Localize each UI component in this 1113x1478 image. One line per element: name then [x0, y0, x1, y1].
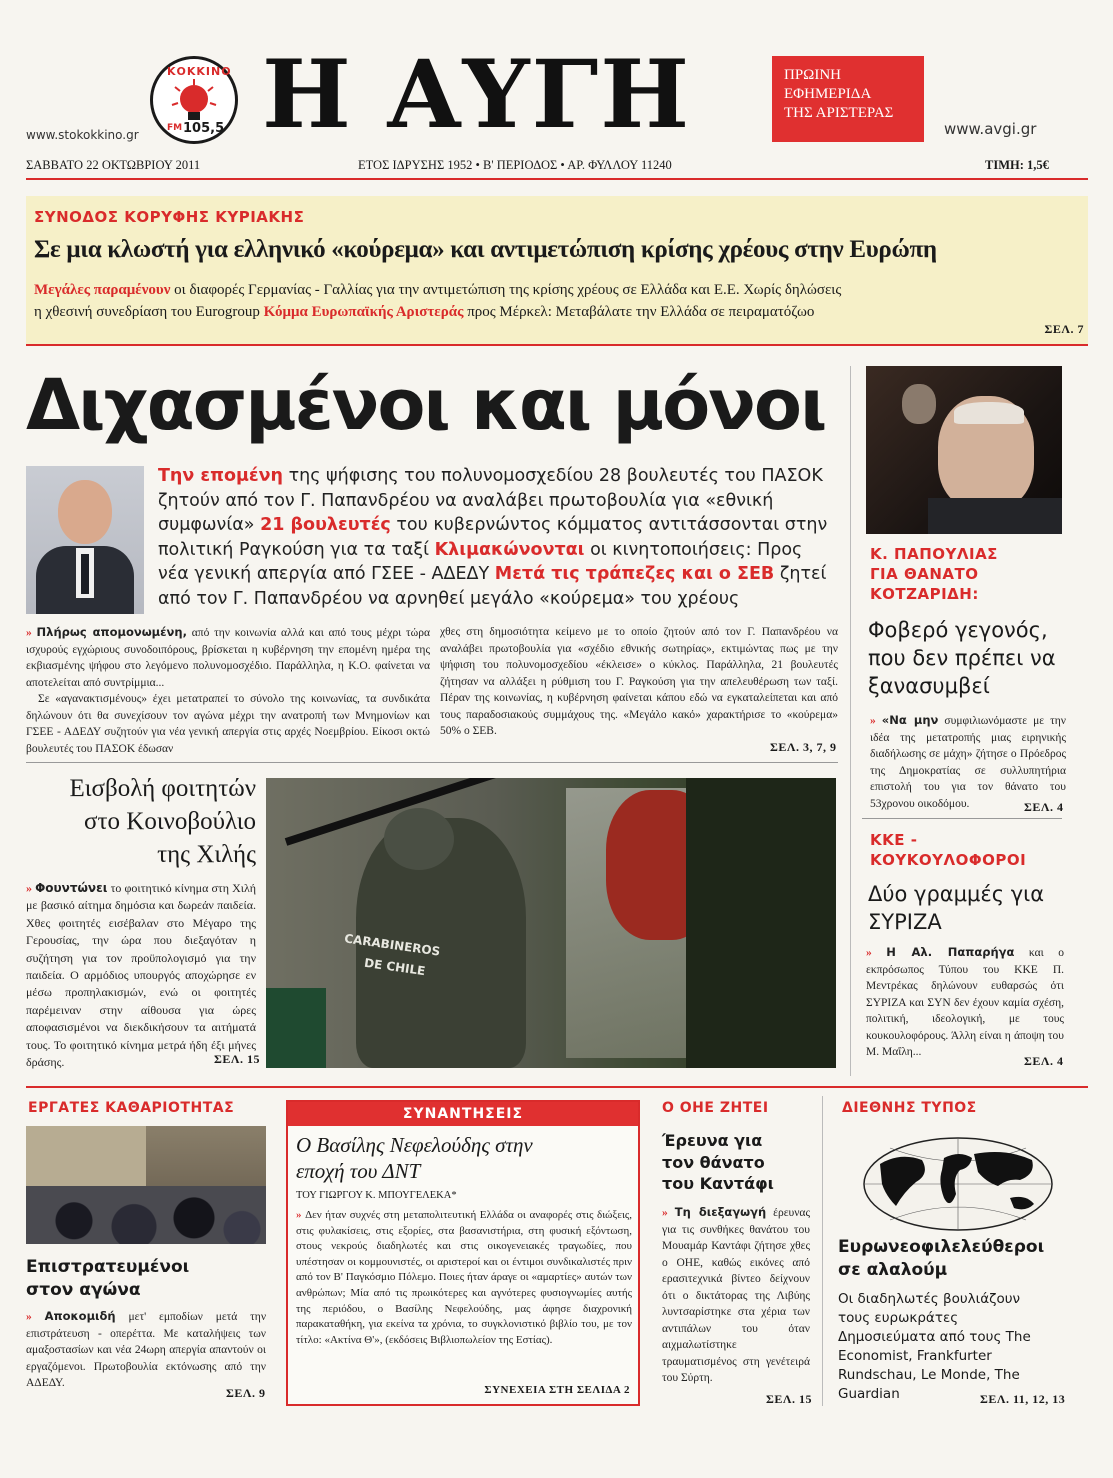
photo-caption-text: CARABINEROS — [343, 931, 442, 959]
cleaners-photo — [26, 1126, 266, 1244]
body-text: χθες στη δημοσιότητα κείμενο με το οποίο ζητούν από τον Γ. Παπανδρέου να αναλάβει πρωτοβουλία για «σχέδιο εθνικής σωτηρίας», εκτιμώντας πως με την ψήφιση του πολυνομοσχεδίου «έκλεισε» ο κύκλος. Παράλληλα, 21 βουλευτές ζήτησαν να αλλάξει η ρύθμιση του Γ. Ραγκούση για την απελευθέρωση των ταξί. Πέραν της κοινωνίας, η κυβέρνηση φαίνεται κάπου εδώ να εγκαταλείπεται και από τους παραδοσιακούς συμμάχους της. «Μεγάλο κακό» χαρακτήρισε το «κούρεμα» 50% ο ΣΕΒ. — [440, 626, 838, 737]
headline-line: στο Κοινοβούλιο — [84, 808, 256, 835]
summit-line2 — [34, 304, 814, 321]
globe-map-icon — [860, 1134, 1056, 1234]
intl-kicker: ΔΙΕΘΝΗΣ ΤΥΠΟΣ — [842, 1100, 977, 1116]
deck-text: της ψήφισης του πολυνομοσχεδίου 28 βουλευτές του ΠΑΣΟΚ ζητούν από τον Γ. Παπανδρέου να αναλάβει πρωτοβουλία για «εθνική συμφωνία» — [158, 466, 823, 535]
masthead-divider — [26, 178, 1088, 180]
summit-line1 — [34, 282, 841, 299]
main-deck — [158, 464, 838, 611]
chile-body — [26, 880, 256, 1071]
body-lead: Τη διεξαγωγή — [674, 1205, 767, 1219]
kke-body — [866, 944, 1064, 1061]
tagline-line: ΠΡΩΙΝΗ — [784, 67, 841, 83]
deck-text: του κυβερνώντος κόμματος αντιτάσσονται στην πολιτική Ραγκούση για τα ταξί — [158, 515, 828, 560]
un-page: ΣΕΛ. 15 — [766, 1392, 812, 1406]
meetings-byline: ΤΟΥ ΓΙΩΡΓΟΥ Κ. ΜΠΟΥΓΕΛΕΚΑ* — [296, 1190, 457, 1201]
summit-banner — [26, 196, 1088, 346]
deck-text: οι κινητοποιήσεις: Προς νέα γενική απεργία από ΓΣΕΕ - ΑΔΕΔΥ — [158, 539, 803, 584]
body-lead: Φουντώνει — [35, 881, 108, 895]
meetings-headline[interactable]: Ο Βασίλης Νεφελούδης στην εποχή του ΔΝΤ — [296, 1133, 533, 1183]
issue-date: ΣΑΒΒΑΤΟ 22 ΟΚΤΩΒΡΙΟΥ 2011 — [26, 158, 201, 172]
un-body — [662, 1204, 810, 1387]
meetings-box — [286, 1100, 640, 1406]
column-divider — [822, 1096, 823, 1406]
meetings-body — [296, 1208, 632, 1348]
kicker-line: Κ. ΠΑΠΟΥΛΙΑΣ — [870, 545, 998, 563]
edition-info: ΕΤΟΣ ΙΔΡΥΣΗΣ 1952 • Β' ΠΕΡΙΟΔΟΣ • ΑΡ. ΦΥΛΛΟΥ 11240 — [358, 158, 672, 172]
papoulias-kicker — [870, 544, 998, 604]
meetings-kicker: ΣΥΝΑΝΤΗΣΕΙΣ — [288, 1102, 638, 1126]
summit-text1: οι διαφορές Γερμανίας - Γαλλίας για την αντιμετώπιση της κρίσης χρέους σε Ελλάδα και Ε.Ε. Χωρίς δηλώσεις — [174, 282, 842, 298]
summit-headline[interactable]: Σε μια κλωστή για ελληνικό «κούρεμα» και αντιμετώπιση κρίσης χρέους στην Ευρώπη — [34, 236, 937, 263]
section-divider — [862, 818, 1062, 819]
kicker-line: ΓΙΑ ΘΑΝΑΤΟ — [870, 565, 979, 583]
photo-caption-text: DE CHILE — [363, 955, 427, 979]
summit-lead2: Κόμμα Ευρωπαϊκής Αριστεράς — [263, 304, 464, 320]
papandreou-photo — [26, 466, 144, 614]
tagline-line: ΕΦΗΜΕΡΙΔΑ — [784, 86, 872, 102]
cleaners-body — [26, 1308, 266, 1392]
bottom-section-divider — [26, 1086, 1088, 1088]
papoulias-page: ΣΕΛ. 4 — [1024, 800, 1064, 814]
kicker-line: ΚΚΕ - — [870, 831, 918, 849]
radio-fm: FM — [167, 123, 183, 133]
cleaners-kicker: ΕΡΓΑΤΕΣ ΚΑΘΑΡΙΟΤΗΤΑΣ — [28, 1100, 235, 1116]
tagline-line: ΤΗΣ ΑΡΙΣΤΕΡΑΣ — [784, 105, 894, 121]
body-text: συμφιλιωνόμαστε με την ιδέα της μετατροπής μιας ειρηνικής διαδήλωσης σε μάχη» ζήτησε ο Πρόεδρος της Δημοκρατίας σε συλλυπητήρια επιστολή του για τον θάνατο του 53χρονου οικοδόμου. — [870, 715, 1066, 810]
summit-kicker: ΣΥΝΟΔΟΣ ΚΟΡΥΦΗΣ ΚΥΡΙΑΚΗΣ — [34, 208, 305, 226]
summit-text2: η χθεσινή συνεδρίαση του Eurogroup — [34, 304, 260, 320]
papoulias-body — [870, 712, 1066, 812]
kicker-line: ΚΟΤΖΑΡΙΔΗ: — [870, 585, 979, 603]
deck-lead: Μετά τις τράπεζες και ο ΣΕΒ — [494, 564, 775, 584]
main-body-col1 — [26, 624, 430, 757]
body-lead: Πλήρως απομονωμένη, — [36, 625, 187, 639]
kke-kicker — [870, 830, 1026, 870]
summit-lead1: Μεγάλες παραμένουν — [34, 282, 171, 298]
body-text: το φοιτητικό κίνημα στη Χιλή με βασικό αίτημα δημόσια και δωρεάν παιδεία. Χθες φοιτητές εισέβαλαν στο Μέγαρο της Γερουσίας, την ώρα που διεξαγόταν η συζήτηση για τον προϋπολογισμό για την παιδεία. Ο αρμόδιος υπουργός αποχώρησε εν μέσω προπηλακισμών, ενώ οι φοιτητές παρέμειναν στην αίθουσα για ώρες αποφασισμένοι να διεκδικήσουν τα αιτήματά τους. Το φοιτητικό κίνημα μετρά ήδη έξι μήνες δράσης. — [26, 881, 257, 1070]
summit-page: ΣΕΛ. 7 — [1044, 322, 1084, 336]
column-divider — [850, 366, 851, 1076]
tagline-box — [772, 56, 924, 142]
intl-text1: Οι διαδηλωτές βουλιάζουν τους ευρωκράτες — [838, 1291, 1021, 1326]
deck-text: ζητεί από τον Γ. Παπανδρέου να αρνηθεί μεγάλο «κούρεμα» του χρέους — [158, 564, 827, 609]
chile-photo — [266, 778, 836, 1068]
intl-headline[interactable]: Ευρωνεοφιλελεύθεροι σε αλαλούμ — [838, 1237, 1045, 1280]
body-text: Δεν ήταν συχνές στη μεταπολιτευτική Ελλάδα οι αναφορές στις διώξεις, στις φυλακίσεις, στις εξορίες, στα βασανιστήρια, στη φυσική εξόντωση, στους νεκρούς διαδηλωτές και στις οικογενειακές τραγωδίες, που υπέστησαν οι κομμουνιστές, οι αριστεροί και οι έντιμοι συνδικαλιστές πριν από τον Β' Παγκόσμιο Πόλεμο. Ποιες ήταν άραγε οι «αμαρτίες» αυτών των ανθρώπων; Μία από τις πρωικότερες και αγνότερες φυσιογνωμίες αυτής της περιόδου, ο Βασίλης Νεφελούδης, μας άφησε διαχρονική παρακαταθήκη, για εκείνα τα χρόνια, το συγκλονιστικό βιβλίο του, με τον τίτλο: «Ακτίνα Θ'», (εκδόσεις Βιβλιοπωλείον της Εστίας). — [296, 1209, 633, 1346]
main-page: ΣΕΛ. 3, 7, 9 — [770, 740, 837, 754]
radio-url[interactable]: www.stokokkino.gr — [26, 128, 139, 142]
kke-headline[interactable]: Δύο γραμμές για ΣΥΡΙΖΑ — [868, 882, 1045, 934]
radio-frequency: 105,5 — [183, 121, 225, 136]
un-kicker: Ο ΟΗΕ ΖΗΤΕΙ — [662, 1100, 769, 1116]
headline-line: Εισβολή φοιτητών — [69, 775, 256, 802]
section-divider — [26, 762, 838, 763]
body-text: από την κοινωνία αλλά και από τους μέχρι τώρα ισχυρούς εγχώριους συνοδοιπόρους, βρίσκεται η κυβέρνηση την επομένη ημέρα της εκβιασμένης ψήφου στο λεγόμενο πολυνομοσχέδιο. Παράλληλα, η Κ.Ο. φαίνεται να αποτελείται από συντρίμμια... — [26, 627, 431, 689]
body-text: μετ' εμποδίων μετά την επιστράτευση - οπερέττα. Με καταλήψεις των αμαξοστασίων και νέα 24ωρη απεργία απαντούν οι εργαζόμενοι. Πρωτοβουλία εκτόνωσης από την ΑΔΕΔΥ. — [26, 1311, 267, 1389]
intl-page: ΣΕΛ. 11, 12, 13 — [980, 1392, 1066, 1406]
newspaper-title: Η ΑΥΓΗ — [262, 40, 692, 150]
radio-logo-text: ΚΟΚΚΙΝΟ — [167, 65, 232, 78]
cleaners-headline[interactable]: Επιστρατευμένοι στον αγώνα — [26, 1257, 190, 1300]
body-lead: Αποκομιδή — [44, 1309, 116, 1323]
kicker-line: ΚΟΥΚΟΥΛΟΦΟΡΟΙ — [870, 851, 1027, 869]
price: ΤΙΜΗ: 1,5€ — [985, 158, 1049, 172]
site-url[interactable]: www.avgi.gr — [944, 120, 1037, 138]
main-body-col2 — [440, 624, 838, 740]
headline-line: της Χιλής — [157, 841, 256, 868]
body-lead: «Να μην — [881, 713, 939, 727]
un-headline[interactable]: Έρευνα για τον θάνατο του Καντάφι — [662, 1131, 774, 1193]
body-lead: Η Αλ. Παπαρήγα — [886, 945, 1015, 959]
meetings-continued[interactable]: ΣΥΝΕΧΕΙΑ ΣΤΗ ΣΕΛΙΔΑ 2 — [484, 1384, 630, 1396]
deck-lead: Κλιμακώνονται — [434, 539, 585, 560]
deck-lead: Την επομένη — [158, 466, 284, 486]
chile-page: ΣΕΛ. 15 — [214, 1052, 260, 1066]
cleaners-page: ΣΕΛ. 9 — [226, 1386, 266, 1400]
deck-lead: 21 βουλευτές — [260, 515, 391, 535]
papoulias-headline[interactable]: Φοβερό γεγονός, που δεν πρέπει να ξανασυμβεί — [868, 618, 1056, 698]
chile-headline[interactable] — [26, 772, 256, 871]
summit-text2b: προς Μέρκελ: Μεταβάλατε την Ελλάδα σε πειραματόζωο — [467, 304, 815, 320]
body-text: και ο εκπρόσωπος Τύπου του ΚΚΕ Π. Μεντρέκας δηλώνουν ευθαρσώς ότι ΣΥΡΙΖΑ και ΣΥΝ δεν έχουν καμία σχέση, πολιτική, ιδεολογική, με τους κουκουλοφόρους. Άλλη είναι η άποψη του Μ. Μαΐλη... — [866, 947, 1064, 1058]
body-text: Σε «αγανακτισμένους» έχει μετατραπεί το σύνολο της κοινωνίας, τα συνδικάτα δηλώνουν ότι θα συνεχίσουν τον αγώνα μέχρι την ανατροπή των Μνημονίων και ΓΣΕΕ - ΑΔΕΔΥ συζητούν για νέα γενική απεργία στις αρχές Νοεμβρίου. Είκοσι οκτώ βουλευτές του ΠΑΣΟΚ έδωσαν — [26, 693, 430, 755]
kke-page: ΣΕΛ. 4 — [1024, 1054, 1064, 1068]
intl-text2: Δημοσιεύματα από τους The Economist, Frankfurter Rundschau, Le Monde, The Guardian — [838, 1329, 1031, 1402]
radio-logo[interactable] — [150, 56, 238, 144]
main-headline[interactable]: Διχασμένοι και μόνοι — [26, 364, 826, 446]
papoulias-photo — [866, 366, 1062, 534]
body-text: έρευνας για τις συνθήκες θανάτου του Μουαμάρ Καντάφι ζήτησε χθες ο ΟΗΕ, καθώς εικόνες από ερασιτεχνικά βίντεο δείχνουν ότι ο δικτάτορας της Λιβύης λυντσαρίστηκε στα χέρια των αντιπάλων του όταν αιχμαλωτίστηκε τραυματισμένος στη γενέτειρά του Σύρτη. — [662, 1207, 811, 1384]
